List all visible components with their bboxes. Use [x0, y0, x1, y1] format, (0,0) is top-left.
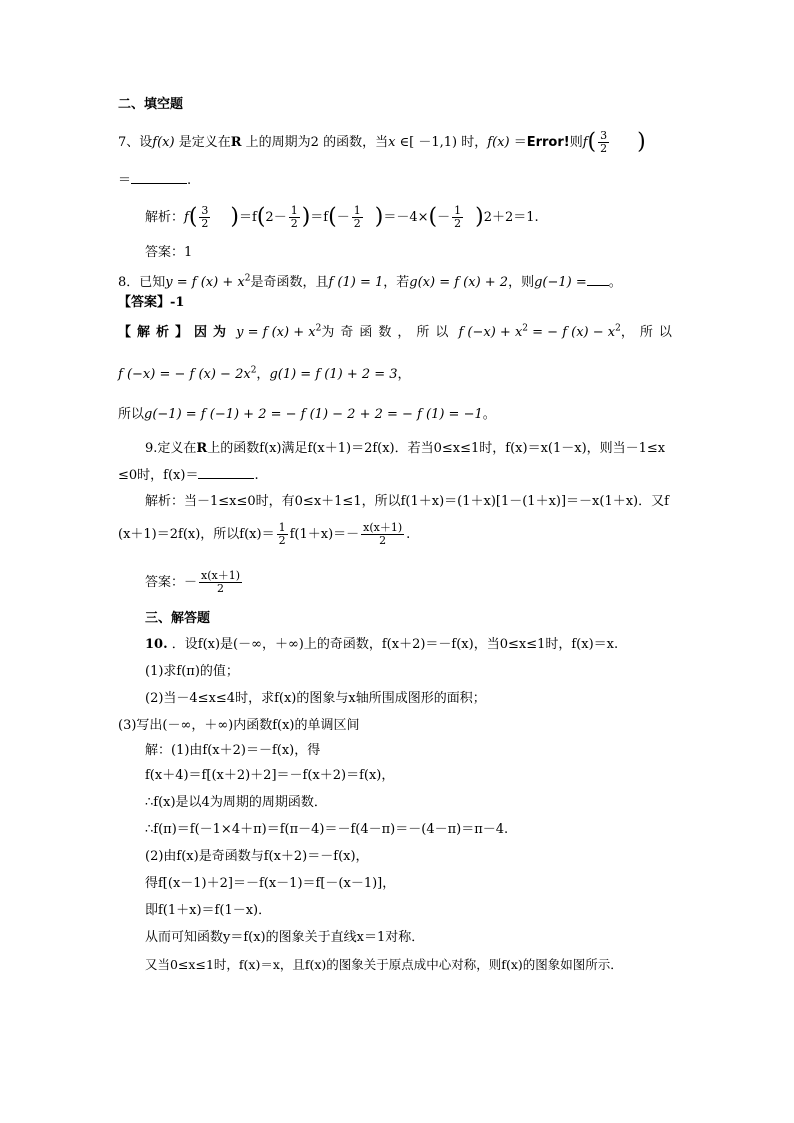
q8-answer-text: 【答案】-1: [118, 295, 185, 310]
q7-text: 2＋2＝1.: [483, 210, 539, 225]
q8-sup: 2: [615, 323, 621, 334]
q8-math: y = f (x) + x: [165, 275, 245, 290]
q10-text: 又当0≤x≤1时，f(x)＝x，且f(x)的图象关于原点成中心对称，则f(x)的图象如图所示．: [145, 957, 623, 972]
q8-text: ，: [397, 367, 411, 382]
q9-fraction: $\frac{x(x+1)}{2}$: [363, 521, 403, 547]
q8-math: f (−x) + x: [458, 325, 523, 340]
q8-analysis-line1: [118, 324, 678, 342]
q8-sup: 2: [250, 365, 257, 376]
q9-text: R: [196, 441, 208, 456]
q9-text: (x＋1)＝2f(x)，所以f(x)＝: [118, 527, 275, 542]
q7-analysis: [145, 205, 539, 230]
q8-text: 。: [608, 275, 622, 290]
q8-text: 8．已知: [118, 275, 166, 290]
q8-stem: [118, 274, 622, 292]
q8-math: g(1) = f (1) + 2 = 3: [269, 367, 398, 382]
q7-analysis-fraction: $\frac{1}{2}$: [353, 204, 361, 230]
q7-text: 2－: [265, 210, 287, 225]
q10-text: ．设f(x)是(－∞，＋∞)上的奇函数，f(x＋2)＝－f(x)，当0≤x≤1时，f(x)＝x.: [171, 637, 619, 652]
q7-answer-line: ＝ .: [118, 173, 192, 188]
q7-analysis-label: 解析：: [145, 210, 185, 225]
q10-text: (1)求f(π)的值；: [145, 664, 239, 679]
q10-part1: [145, 663, 239, 681]
q9-stem-line2: [118, 467, 259, 485]
q7-answer-blank: [131, 183, 187, 184]
q10-text: ∴f(π)＝f(－1×4＋π)＝f(π－4)＝－f(4－π)＝－(4－π)＝π－4.: [145, 822, 509, 837]
q10-text: (2)当－4≤x≤4时，求f(x)的图象与x轴所围成图形的面积；: [145, 691, 486, 706]
paren: ): [637, 129, 646, 155]
q10-text: 从而可知函数y＝f(x)的图象关于直线x＝1对称．: [145, 930, 425, 945]
q8-math: f (1) = 1: [328, 275, 384, 290]
q9-text: f(1＋x)＝－: [289, 527, 360, 542]
q8-analysis-label: 【解析】因为: [118, 325, 233, 340]
q8-math: f (−x) = − f (x) − 2x: [118, 367, 251, 382]
paren: (: [188, 204, 198, 230]
q10-solution-4: [145, 821, 508, 839]
q10-text: 得f[(x－1)＋2]＝－f(x－1)＝f[－(x－1)]，: [145, 876, 396, 891]
q7-text: ＝: [118, 173, 132, 188]
q10-text: ∴f(x)是以4为周期的周期函数．: [145, 795, 327, 810]
q8-math: g(−1) =: [534, 275, 587, 290]
q7-text: f(x): [487, 135, 510, 150]
q10-solution-5: [145, 848, 369, 866]
q8-math: = − f (x) − x: [528, 325, 616, 340]
q7-text: f(x): [152, 135, 175, 150]
q10-solution-8: [145, 929, 424, 947]
q10-solution-2: [145, 767, 394, 785]
q9-answer-fraction: $\frac{x(x+1)}{2}$: [201, 569, 241, 595]
q8-text: 。: [482, 407, 496, 422]
q8-text: 所以: [118, 407, 145, 422]
q10-text: (2)由f(x)是奇函数与f(x＋2)＝－f(x)，: [145, 849, 369, 864]
q7-text: ＝f: [239, 210, 257, 225]
q10-solution-7: [145, 902, 271, 920]
q9-answer: [145, 570, 244, 595]
q8-text: ，若: [383, 275, 410, 290]
q9-text: .: [406, 527, 411, 542]
q8-text: ，: [256, 367, 270, 382]
q9-fraction: $\frac{1}{2}$: [278, 521, 286, 547]
paren: ): [475, 204, 484, 230]
q10-text: 即f(1＋x)＝f(1－x)．: [145, 903, 272, 918]
q7-text: x: [388, 135, 396, 150]
q9-text: 解析：当－1≤x≤0时，有0≤x＋1≤1，所以f(1＋x)＝(1＋x)[1－(1＋x)]＝－x(1＋x)．又f: [145, 494, 669, 509]
q10-stem: [145, 636, 618, 654]
q7-stem: [118, 130, 646, 155]
section-title-text: 二、填空题: [118, 97, 184, 112]
q8-sup: 2: [522, 323, 529, 334]
q9-answer-blank: [198, 478, 254, 479]
q9-answer-label: 答案：－: [145, 575, 198, 590]
q7-answer-text: 答案：1: [145, 245, 193, 260]
paren: (: [587, 129, 597, 155]
q10-solution-1: [145, 742, 320, 760]
section-title-text: 三、解答题: [145, 611, 211, 626]
q8-analysis-line3: [118, 406, 496, 424]
q8-math: y = f (x) + x: [236, 325, 316, 340]
paren: ): [301, 204, 311, 230]
q10-solution-3: [145, 794, 327, 812]
q7-analysis-fraction: $\frac{1}{2}$: [290, 204, 298, 230]
q7-text: 则: [569, 135, 583, 150]
q8-text: ，则: [508, 275, 535, 290]
q10-number: 10.: [145, 637, 168, 652]
q8-text: ，所以: [620, 325, 678, 340]
q7-analysis-fraction: $\frac{3}{2}$: [201, 204, 209, 230]
q7-text: ＝－4×: [383, 210, 429, 225]
q10-solution-9: [145, 956, 623, 974]
q7-answer: [145, 244, 192, 262]
paren: (: [256, 204, 266, 230]
paren: ): [374, 204, 384, 230]
section-title-fill-in: [118, 96, 183, 114]
q8-answer-blank: [587, 285, 609, 286]
q9-text: 9.定义在: [145, 441, 197, 456]
paren: (: [328, 204, 337, 230]
q7-text: －: [437, 210, 451, 225]
q7-text: f: [582, 135, 588, 150]
q10-text: f(x＋4)＝f[(x＋2)＋2]＝－f(x＋2)＝f(x)，: [145, 768, 395, 783]
q8-math: g(−1) = f (−1) + 2 = − f (1) − 2 + 2 = − f (1) = −1: [144, 407, 483, 422]
q8-math: g(x) = f (x) + 2: [409, 275, 509, 290]
paren: ): [230, 204, 240, 230]
q7-text: 是定义在: [174, 135, 231, 150]
q10-solution-6: [145, 875, 395, 893]
q7-text: ＝f: [310, 210, 329, 225]
q8-answer: [118, 294, 184, 312]
q7-text: ＝: [509, 135, 527, 150]
q10-text: (3)写出(－∞，＋∞)内函数f(x)的单调区间: [118, 718, 360, 733]
q7-text: 上的周期为2 的函数，当: [241, 135, 389, 150]
q7-error-text: Error!: [526, 135, 570, 150]
q9-text: .: [254, 468, 259, 483]
paren: (: [428, 204, 438, 230]
q7-analysis-fraction: $\frac{1}{2}$: [454, 204, 462, 230]
q7-text: －: [336, 210, 350, 225]
q7-text: 7、设: [118, 135, 153, 150]
section-title-answer: [145, 610, 210, 628]
q9-analysis-line1: [145, 493, 669, 511]
q9-text: ≤0时，f(x)＝: [118, 468, 199, 483]
q8-sup: 2: [315, 323, 322, 334]
q7-fraction: $\frac{3}{2}$: [600, 129, 608, 155]
q9-text: 上的函数f(x)满足f(x＋1)＝2f(x)．若当0≤x≤1时，f(x)＝x(1－x)，则当－1≤x: [207, 441, 666, 456]
q10-part2: [145, 690, 486, 708]
q7-text: R: [230, 135, 242, 150]
q8-text: 是奇函数，且: [250, 275, 329, 290]
q8-sup: 2: [244, 273, 251, 284]
q8-text: 为奇函数，所以: [321, 325, 455, 340]
q10-part3: [118, 717, 360, 735]
q10-text: 解：(1)由f(x＋2)＝－f(x)，得: [145, 743, 321, 758]
q9-analysis-line2: [118, 522, 410, 547]
q7-text: f: [184, 210, 189, 225]
q7-text: ∈[ －1,1) 时，: [395, 135, 488, 150]
q9-stem-line1: [145, 440, 665, 458]
q8-analysis-line2: [118, 366, 411, 384]
